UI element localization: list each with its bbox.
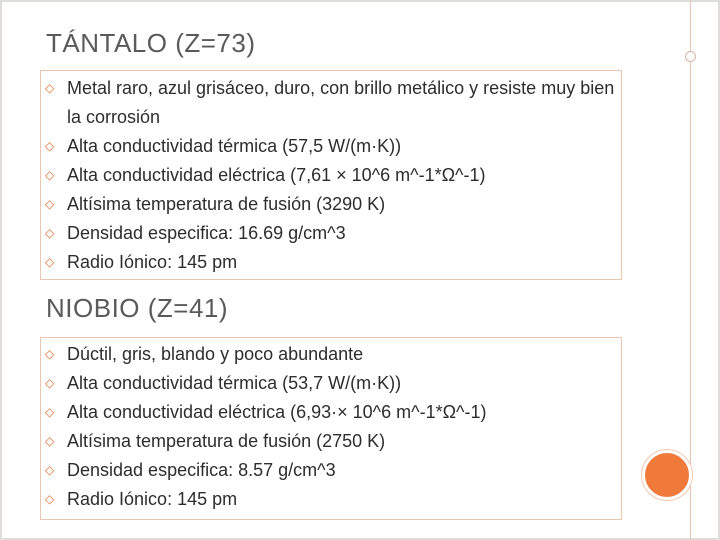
list-item	[41, 369, 621, 398]
decorative-vertical-line	[690, 0, 691, 540]
diamond-bullet-icon: ◇	[45, 226, 55, 240]
list-item-text: Altísima temperatura de fusión (2750 K)	[67, 431, 386, 451]
list-item-text: Alta conductividad eléctrica (6,93·× 10^6 m^-1*Ω^-1)	[67, 402, 487, 422]
list-item	[41, 74, 621, 132]
bullet-list-niobio	[41, 340, 621, 514]
list-item-text: Alta conductividad térmica (53,7 W/(m·K))	[67, 373, 402, 393]
diamond-bullet-icon: ◇	[45, 139, 55, 153]
list-item	[41, 340, 621, 369]
diamond-bullet-icon: ◇	[45, 405, 55, 419]
diamond-bullet-icon: ◇	[45, 347, 55, 361]
section-box-niobio	[40, 337, 622, 520]
section-title-tantalo: TÁNTALO (Z=73)	[46, 28, 256, 58]
frame-left	[0, 0, 2, 540]
list-item	[41, 161, 621, 190]
list-item	[41, 219, 621, 248]
list-item-text: Alta conductividad térmica (57,5 W/(m·K))	[67, 136, 402, 156]
diamond-bullet-icon: ◇	[45, 255, 55, 269]
diamond-bullet-icon: ◇	[45, 197, 55, 211]
list-item	[41, 132, 621, 161]
list-item	[41, 456, 621, 485]
diamond-bullet-icon: ◇	[45, 492, 55, 506]
list-item	[41, 398, 621, 427]
section-box-tantalo	[40, 70, 622, 280]
bullet-list-tantalo	[41, 74, 621, 277]
list-item-text: Alta conductividad eléctrica (7,61 × 10^6 m^-1*Ω^-1)	[67, 165, 486, 185]
diamond-bullet-icon: ◇	[45, 81, 55, 95]
diamond-bullet-icon: ◇	[45, 434, 55, 448]
diamond-bullet-icon: ◇	[45, 168, 55, 182]
list-item-text: Dúctil, gris, blando y poco abundante	[67, 344, 364, 364]
list-item	[41, 190, 621, 219]
frame-top	[0, 0, 720, 2]
list-item-text: Altísima temperatura de fusión (3290 K)	[67, 194, 386, 214]
list-item-text: Radio Iónico: 145 pm	[67, 489, 238, 509]
list-item-text: Densidad especifica: 16.69 g/cm^3	[67, 223, 346, 243]
diamond-bullet-icon: ◇	[45, 463, 55, 477]
list-item-text: Radio Iónico: 145 pm	[67, 252, 238, 272]
decorative-small-circle	[685, 51, 696, 62]
decorative-orange-circle	[642, 450, 692, 500]
list-item	[41, 485, 621, 514]
list-item	[41, 248, 621, 277]
section-title-niobio: NIOBIO (Z=41)	[46, 293, 229, 323]
list-item-text: Metal raro, azul grisáceo, duro, con brillo metálico y resiste muy bien la corrosión	[67, 78, 615, 127]
list-item-text: Densidad especifica: 8.57 g/cm^3	[67, 460, 336, 480]
diamond-bullet-icon: ◇	[45, 376, 55, 390]
list-item	[41, 427, 621, 456]
